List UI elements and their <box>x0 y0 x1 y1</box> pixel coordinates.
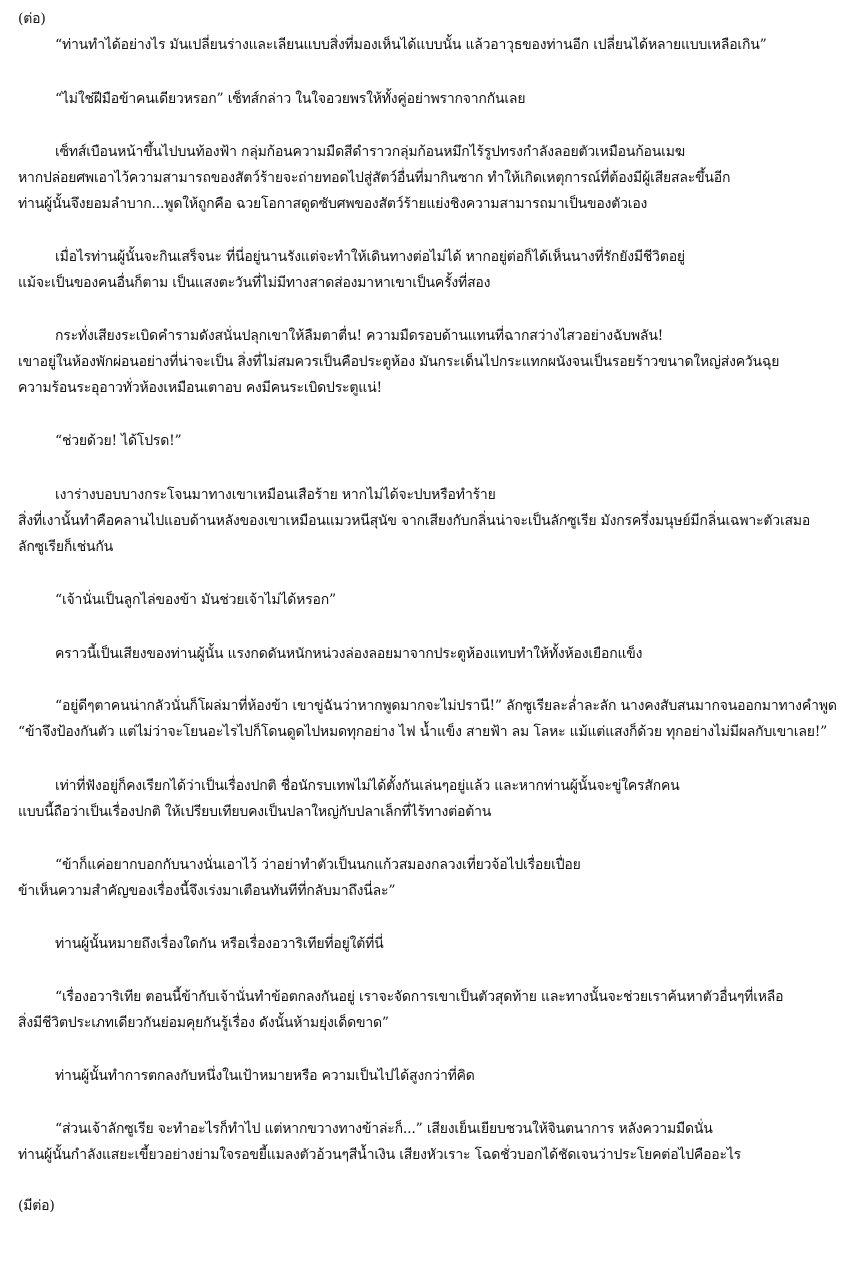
paragraph-14-line-1: “เรื่องอวาริเทีย ตอนนี้ข้ากับเจ้านั่นทำข้อตกลงกันอยู่ เราจะจัดการเขาเป็นตัวสุดท้าย และทางนั้นจะช่วยเราค้นหาตัวอื่นๆที่เหลือ <box>55 989 784 1005</box>
paragraph-8-line-1: “เจ้านั่นเป็นลูกไล่ของข้า มันช่วยเจ้าไม่ได้หรอก” <box>55 592 336 608</box>
paragraph-6-line-1: “ช่วยด้วย! ได้โปรด!” <box>55 433 182 449</box>
continued-marker: (ต่อ) <box>18 11 46 27</box>
paragraph-3-line-1: เซ็ทส์เบือนหน้าขึ้นไปบนท้องฟ้า กลุ่มก้อนความมืดสีดำราวกลุ่มก้อนหมึกไร้รูปทรงกำลังลอยตัวเหมือนก้อนเมฆ <box>55 144 685 160</box>
paragraph-16-line-1: “ส่วนเจ้าลักซูเรีย จะทำอะไรก็ทำไป แต่หากขวางทางข้าล่ะก็...” เสียงเย็นเยียบชวนให้จินตนาการ หลังความมืดนั่น <box>55 1121 713 1137</box>
paragraph-3-line-3: ท่านผู้นั้นจึงยอมลำบาก...พูดให้ถูกคือ ฉวยโอกาสดูดซับศพของสัตว์ร้ายแย่งชิงความสามารถมาเป็นของตัวเอง <box>18 196 648 212</box>
paragraph-10-line-1: “อยู่ดีๆตาคนน่ากลัวนั่นก็โผล่มาที่ห้องข้า เขาขู่ฉันว่าหากพูดมากจะไม่ปรานี!” ลักซูเรียละล่ำละลัก นางคงสับสนมากจนออกมาทางคำพูด <box>55 698 837 714</box>
paragraph-13-line-1: ท่านผู้นั้นหมายถึงเรื่องใดกัน หรือเรื่องอวาริเทียที่อยู่ใต้ที่นี่ <box>55 936 384 952</box>
paragraph-11-line-2: แบบนี้ถือว่าเป็นเรื่องปกติ ให้เปรียบเทียบคงเป็นปลาใหญ่กับปลาเล็กที่ไร้ทางต่อต้าน <box>18 804 492 820</box>
paragraph-14-line-2: สิ่งมีชีวิตประเภทเดียวกันย่อมคุยกันรู้เรื่อง ดังนั้นห้ามยุ่งเด็ดขาด” <box>18 1015 389 1031</box>
paragraph-1-line-1: “ท่านทำได้อย่างไร มันเปลี่ยนร่างและเลียนแบบสิ่งที่มองเห็นได้แบบนั้น แล้วอาวุธของท่านอีก เปลี่ยนได้หลายแบบเหลือเกิน” <box>55 37 767 53</box>
paragraph-5-line-1: กระทั่งเสียงระเบิดคำรามดังสนั่นปลุกเขาให้ลืมตาตื่น! ความมืดรอบด้านแทนที่ฉากสว่างไสวอย่างฉับพลัน! <box>55 328 664 344</box>
paragraph-4-line-1: เมื่อไรท่านผู้นั้นจะกินเสร็จนะ ที่นี่อยู่นานรังแต่จะทำให้เดินทางต่อไม่ได้ หากอยู่ต่อก็ได้เห็นนางที่รักยังมีชีวิตอยู่ <box>55 249 685 265</box>
paragraph-12-line-1: “ข้าก็แค่อยากบอกกับนางนั่นเอาไว้ ว่าอย่าทำตัวเป็นนกแก้วสมองกลวงเที่ยวจ้อไปเรื่อยเปื่อย <box>55 857 581 873</box>
paragraph-16-line-2: ท่านผู้นั้นกำลังแสยะเขี้ยวอย่างย่ามใจรอขยี้แมลงตัวอ้วนๆสีน้ำเงิน เสียงหัวเราะ โฉดชั่วบอกได้ชัดเจนว่าประโยคต่อไปคืออะไร <box>18 1147 741 1163</box>
paragraph-12-line-2: ข้าเห็นความสำคัญของเรื่องนี้จึงเร่งมาเตือนทันทีที่กลับมาถึงนี่ละ” <box>18 883 396 899</box>
paragraph-4-line-2: แม้จะเป็นของคนอื่นก็ตาม เป็นแสงตะวันที่ไม่มีทางสาดส่องมาหาเขาเป็นครั้งที่สอง <box>18 275 491 291</box>
paragraph-5-line-3: ความร้อนระอุอาวทั่วห้องเหมือนเตาอบ คงมีคนระเบิดประตูแน่! <box>18 380 382 396</box>
to-be-continued-marker: (มีต่อ) <box>18 1198 55 1214</box>
paragraph-3-line-2: หากปล่อยศพเอาไว้ความสามารถของสัตว์ร้ายจะถ่ายทอดไปสู่สัตว์อื่นที่มากินซาก ทำให้เกิดเหตุการณ์ที่ต้องมีผู้เสียสละขึ้นอีก <box>18 170 731 186</box>
paragraph-9-line-1: คราวนี้เป็นเสียงของท่านผู้นั้น แรงกดดันหนักหน่วงล่องลอยมาจากประตูห้องแทบทำให้ทั้งห้องเยือกแข็ง <box>55 646 643 662</box>
paragraph-2-line-1: “ไม่ใช่ฝีมือข้าคนเดียวหรอก” เซ็ทส์กล่าว ในใจอวยพรให้ทั้งคู่อย่าพรากจากกันเลย <box>55 91 526 107</box>
paragraph-10-line-2: “ข้าจึงป้องกันตัว แต่ไม่ว่าจะโยนอะไรไปก็โดนดูดไปหมดทุกอย่าง ไฟ น้ำแข็ง สายฟ้า ลม โลหะ แม้แต่แสงก็ด้วย ทุกอย่างไม่มีผลกับเขาเลย!” <box>18 724 828 740</box>
paragraph-7-line-3: ลักซูเรียก็เช่นกัน <box>18 539 114 555</box>
paragraph-11-line-1: เท่าที่ฟังอยู่ก็คงเรียกได้ว่าเป็นเรื่องปกติ ชื่อนักรบเทพไม่ได้ตั้งกันเล่นๆอยู่แล้ว และหากท่านผู้นั้นจะขู่ใครสักคน <box>55 778 680 794</box>
paragraph-5-line-2: เขาอยู่ในห้องพักผ่อนอย่างที่น่าจะเป็น สิ่งที่ไม่สมควรเป็นคือประตูห้อง มันกระเด็นไปกระแทกผนังจนเป็นรอยร้าวขนาดใหญ่ส่งควันฉุย <box>18 354 780 370</box>
paragraph-15-line-1: ท่านผู้นั้นทำการตกลงกับหนึ่งในเป้าหมายหรือ ความเป็นไปได้สูงกว่าที่คิด <box>55 1068 475 1084</box>
paragraph-7-line-1: เงาร่างบอบบางกระโจนมาทางเขาเหมือนเสือร้าย หากไม่ได้จะปบหรือทำร้าย <box>55 487 496 503</box>
paragraph-7-line-2: สิ่งที่เงานั้นทำคือคลานไปแอบด้านหลังของเขาเหมือนแมวหนีสุนัข จากเสียงกับกลิ่นน่าจะเป็นลักซูเรีย มังกรครึ่งมนุษย์มีกลิ่นเฉพาะตัวเสมอ <box>18 513 811 529</box>
